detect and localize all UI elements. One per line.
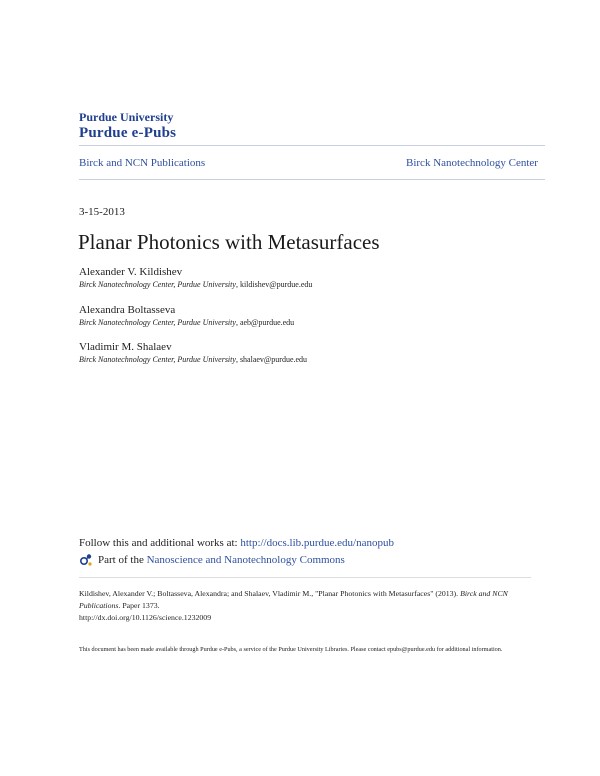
birck-ncn-publications-link[interactable]: Birck and NCN Publications [79, 157, 206, 169]
citation-series: Birck and NCN Publications [79, 589, 508, 610]
author-email: shalaev@purdue.edu [239, 355, 308, 364]
author-affiliation: Birck Nanotechnology Center, Purdue University, shalaev@purdue.edu [79, 355, 308, 364]
author-email: kildishev@purdue.edu [239, 280, 313, 289]
part-of-text: Part of the [98, 554, 144, 566]
affiliation-text: Birck Nanotechnology Center, Purdue University [79, 280, 236, 289]
author-email: aeb@purdue.edu [239, 318, 295, 327]
nanopub-link[interactable]: http://docs.lib.purdue.edu/nanopub [240, 537, 395, 549]
citation-divider [79, 577, 531, 578]
citation-doi: http://dx.doi.org/10.1126/science.1232009 [79, 613, 212, 622]
header-divider-top [79, 145, 545, 146]
repository-brand [79, 110, 176, 142]
nanoscience-commons-link[interactable]: Nanoscience and Nanotechnology Commons [146, 554, 345, 566]
author-affiliation: Birck Nanotechnology Center, Purdue University, aeb@purdue.edu [79, 318, 295, 327]
repository-name: Purdue e-Pubs [79, 125, 177, 141]
author-affiliation: Birck Nanotechnology Center, Purdue University, kildishev@purdue.edu [79, 280, 313, 289]
availability-notice: This document has been made available through Purdue e-Pubs, a service of the Purdue University Libraries. Please contact epubs@purdue.edu for additional information. [79, 646, 503, 653]
author-name: Alexandra Boltasseva [79, 304, 176, 316]
commons-network-icon [79, 553, 93, 567]
header-divider-bottom [79, 179, 545, 180]
part-of-line [79, 553, 345, 567]
affiliation-text: Birck Nanotechnology Center, Purdue University [79, 318, 236, 327]
publication-date: 3-15-2013 [79, 206, 125, 218]
affiliation-text: Birck Nanotechnology Center, Purdue University [79, 355, 236, 364]
author-name: Alexander V. Kildishev [79, 266, 183, 278]
author-name: Vladimir M. Shalaev [79, 341, 172, 353]
article-title: Planar Photonics with Metasurfaces [78, 230, 380, 254]
university-name: Purdue University [79, 110, 174, 124]
recommended-citation [79, 588, 529, 624]
citation-paper: . Paper 1373. [118, 601, 160, 610]
follow-line [79, 537, 394, 549]
follow-text: Follow this and additional works at: [79, 537, 241, 549]
birck-nanotechnology-center-link[interactable]: Birck Nanotechnology Center [406, 157, 538, 169]
citation-text: Kildishev, Alexander V.; Boltasseva, Alexandra; and Shalaev, Vladimir M., "Planar Photonics with Metasurfaces" (2013). [79, 589, 461, 598]
